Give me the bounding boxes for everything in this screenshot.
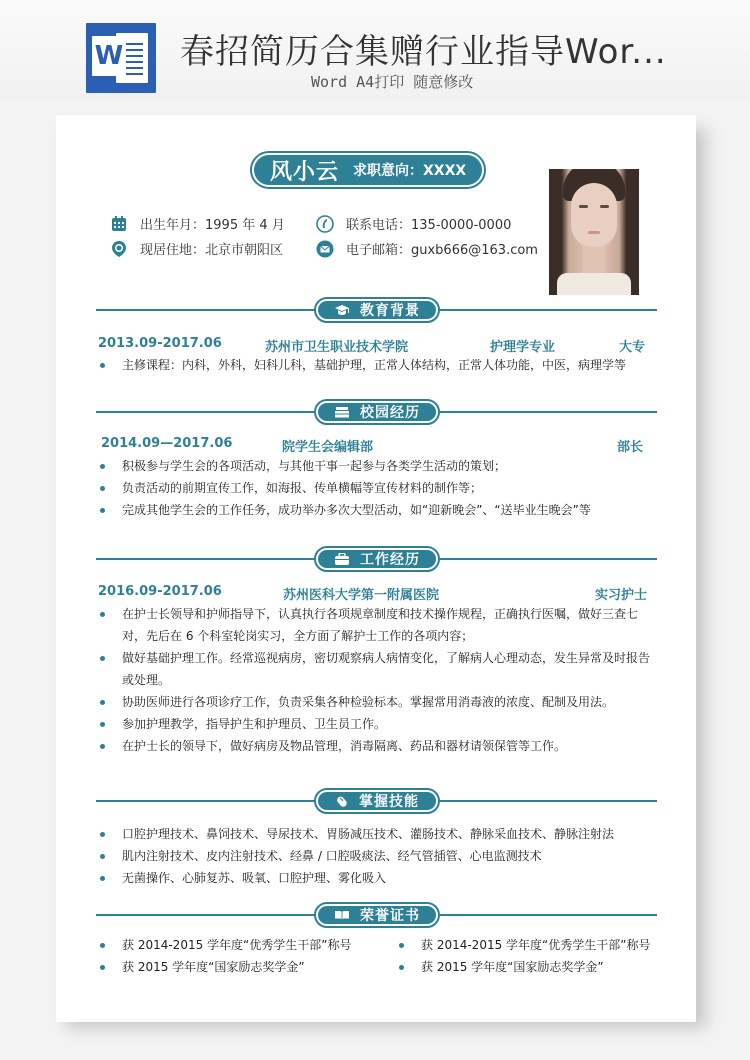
list-item: 在护士长领导和护师指导下，认真执行各项规章制度和技术操作规程，正确执行医嘱，做好三查七对，先后在 6 个科室轮岗实习，全方面了解护士工作的各项内容； bbox=[98, 603, 658, 647]
work-role: 实习护士 bbox=[595, 588, 648, 603]
work-org: 苏州医科大学第一附属医院 bbox=[283, 588, 440, 603]
list-item: 积极参与学生会的各项活动，与其他干事一起参与各类学生活动的策划； bbox=[98, 455, 658, 477]
section-title: 教育背景 bbox=[360, 303, 420, 319]
candidate-name: 风小云 bbox=[270, 159, 340, 185]
open-book-icon bbox=[334, 909, 350, 921]
section-header-education bbox=[96, 297, 657, 323]
list-item: 负责活动的前期宣传工作，如海报、传单横幅等宣传材料的制作等； bbox=[98, 477, 658, 499]
contact-address bbox=[110, 239, 283, 258]
education-bullets bbox=[98, 354, 658, 376]
portrait-photo bbox=[549, 169, 639, 295]
job-intent: 求职意向：XXXX bbox=[353, 163, 467, 179]
section-title: 荣誉证书 bbox=[360, 908, 420, 924]
honors-right-column bbox=[397, 934, 687, 978]
list-item: 获 2015 学年度“国家励志奖学金” bbox=[98, 956, 388, 978]
briefcase-icon bbox=[334, 553, 350, 566]
word-icon bbox=[86, 23, 156, 93]
section-header-honors bbox=[96, 902, 657, 928]
work-bullets bbox=[98, 603, 658, 757]
list-item: 获 2015 学年度“国家励志奖学金” bbox=[397, 956, 687, 978]
contact-birth bbox=[110, 214, 285, 233]
banner-subtitle: Word A4打印 随意修改 bbox=[311, 73, 474, 91]
contact-email bbox=[316, 239, 538, 258]
mouse-icon bbox=[335, 794, 349, 808]
mail-icon bbox=[316, 240, 334, 258]
graduation-cap-icon bbox=[334, 304, 350, 316]
contact-phone bbox=[316, 214, 511, 233]
campus-bullets bbox=[98, 455, 658, 521]
list-item: 做好基础护理工作。经常巡视病房，密切观察病人病情变化，了解病人心理动态，发生异常及时报告或处理。 bbox=[98, 647, 658, 691]
location-pin-icon bbox=[110, 240, 128, 258]
list-item: 在护士长的领导下，做好病房及物品管理，消毒隔离、药品和器材请领保管等工作。 bbox=[98, 735, 658, 757]
section-header-campus bbox=[96, 399, 657, 425]
section-title: 工作经历 bbox=[360, 552, 420, 568]
work-entry bbox=[98, 584, 648, 602]
section-header-work bbox=[96, 546, 657, 572]
honors-left-column bbox=[98, 934, 388, 978]
banner-title: 春招简历合集赠行业指导Wor... bbox=[180, 32, 667, 72]
list-item: 获 2014-2015 学年度“优秀学生干部”称号 bbox=[98, 934, 388, 956]
list-item: 无菌操作、心肺复苏、吸氧、口腔护理、雾化吸入 bbox=[98, 867, 658, 889]
section-title: 掌握技能 bbox=[359, 794, 419, 810]
education-school: 苏州市卫生职业技术学院 bbox=[265, 340, 409, 355]
education-entry bbox=[98, 336, 648, 354]
word-letter: W bbox=[92, 36, 126, 76]
campus-period: 2014.09—2017.06 bbox=[101, 436, 233, 451]
section-header-skills bbox=[96, 788, 657, 814]
list-item: 主修课程：内科，外科，妇科儿科，基础护理，正常人体结构，正常人体功能，中医，病理学等 bbox=[98, 354, 658, 376]
list-item: 口腔护理技术、鼻饲技术、导尿技术、胃肠减压技术、灌肠技术、静脉采血技术、静脉注射法 bbox=[98, 823, 658, 845]
list-item: 协助医师进行各项诊疗工作，负责采集各种检验标本。掌握常用消毒液的浓度、配制及用法。 bbox=[98, 691, 658, 713]
books-icon bbox=[334, 406, 350, 418]
education-major: 护理学专业 bbox=[490, 340, 556, 355]
campus-role: 部长 bbox=[617, 440, 644, 455]
list-item: 肌内注射技术、皮内注射技术、经鼻 / 口腔吸痰法、经气管插管、心电监测技术 bbox=[98, 845, 658, 867]
section-title: 校园经历 bbox=[360, 405, 420, 421]
skills-bullets bbox=[98, 823, 658, 889]
phone-icon bbox=[316, 215, 334, 233]
address-text: 现居住地：北京市朝阳区 bbox=[140, 243, 284, 258]
education-period: 2013.09-2017.06 bbox=[98, 336, 222, 351]
campus-entry bbox=[98, 436, 648, 454]
phone-text: 联系电话：135-0000-0000 bbox=[346, 218, 512, 233]
birth-text: 出生年月：1995 年 4 月 bbox=[140, 218, 285, 233]
work-period: 2016.09-2017.06 bbox=[98, 584, 222, 599]
name-banner bbox=[250, 151, 486, 189]
email-text: 电子邮箱：guxb666@163.com bbox=[346, 243, 538, 258]
resume-page bbox=[56, 115, 696, 1022]
campus-org: 院学生会编辑部 bbox=[282, 440, 374, 455]
education-degree: 大专 bbox=[619, 340, 646, 355]
list-item: 完成其他学生会的工作任务，成功举办多次大型活动，如“迎新晚会”、“送毕业生晚会”等 bbox=[98, 499, 658, 521]
calendar-icon bbox=[110, 215, 128, 233]
list-item: 参加护理教学，指导护生和护理员、卫生员工作。 bbox=[98, 713, 658, 735]
list-item: 获 2014-2015 学年度“优秀学生干部”称号 bbox=[397, 934, 687, 956]
